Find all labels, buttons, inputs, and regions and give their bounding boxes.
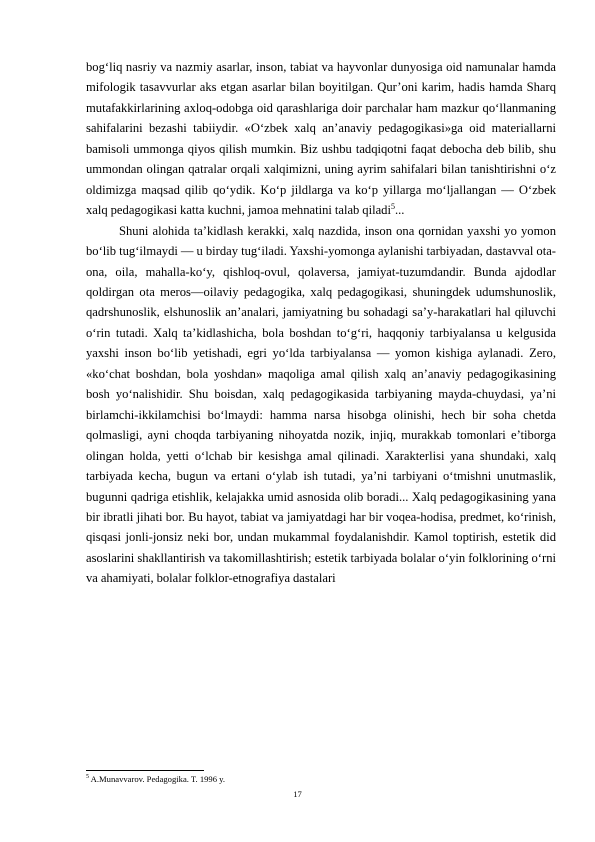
paragraph-1 xyxy=(86,57,556,221)
page-number: 17 xyxy=(293,789,302,799)
paragraph-1-tail: ... xyxy=(394,203,405,218)
paragraph-2: Shuni alohida ta’kidlash kerakki, xalq nazdida, inson ona qornidan yaxshi yo yomon bo‘lib tug‘ilmaydi — u birday tug‘iladi. Yaxshi-yomonga aylanishi tarbiyadan, dastavval ota-ona, oila, mahalla-ko‘y, qishloq-ovul, qolaversa, jamiyat-tuzumdandir. Bunda ajdodlar qoldirgan ota meros—oilaviy pedagogika, xalq pedagogikasi, shuningdek udumshunoslik, qadrshunoslik, elshunoslik an’analari, jamiyatning bu sohadagi sa’y-harakatlari hal qiluvchi o‘rin tutadi. Xalq ta’kidlashicha, bola boshdan to‘g‘ri, haqqoniy tarbiyalansa u kelgusida yaxshi inson bo‘lib yetishadi, egri yo‘lda tarbiyalansa — yomon kishiga aylanadi. Zero, «ko‘chat boshdan, bola yoshdan» maqoliga amal qilish xalq an’anaviy pedagogikasining bosh yo‘nalishidir. Shu boisdan, xalq pedagogikasida tarbiyaning mayda-chuydasi, ya’ni birlamchi-ikkilamchisi bo‘lmaydi: hamma narsa hisobga olinishi, hech bir soha chetda qolmasligi, ayni choqda tarbiyaning nihoyatda nozik, injiq, murakkab tomonlari e’tiborga olingan holda, yetti o‘lchab bir kesishga amal qilinadi. Xarakterlisi yana shundaki, xalq tarbiyada kecha, bugun va ertani o‘ylab ish tutadi, ya’ni tarbiyani o‘tmishni unutmaslik, bugunni qadriga etishlik, kelajakka umid asnosida olib boradi... Xalq pedagogikasining yana bir ibratli jihati bor. Bu hayot, tabiat va jamiyatdagi har bir voqea-hodisa, predmet, ko‘rinish, qisqasi jonli-jonsiz neki bor, undan mukammal foydalanishdir. Kamol toptirish, estetik did asoslarini shakllantirish va takomillashtirish; estetik tarbiyada bolalar o‘yin folklorining o‘rni va ahamiyati, bolalar folklor-etnografiya dastalari xyxy=(86,223,556,586)
footnote-text: A.Munavvarov. Pedagogika. T. 1996 y. xyxy=(89,774,226,784)
paragraph-1-text: bog‘liq nasriy va nazmiy asarlar, inson, tabiat va hayvonlar dunyosiga oid namunalar hamda mifologik tasavvurlar aks etgan asarlar bilan boyitilgan. Qur’oni karim, hadis hamda Sharq mutafakkirlarining axloq-odobga oid qarashlariga doir parchalar ham mazkur qo‘llanmaning sahifalarini bezashi tabiiydir. «O‘zbek xalq an’anaviy pedagogikasi»ga oid materiallarni bamisoli ummonga qiyos qilish mumkin. Biz ushbu tadqiqotni faqat debocha deb bilib, shu ummondan olingan qatralar orqali xalqimizni, uning ayrim sahifalari bilan tanishtirishni o‘z oldimizga maqsad qilib qo‘ydik. Ko‘p jildlarga va ko‘p yillarga mo‘ljallangan — O‘zbek xalq pedagogikasi katta kuchni, jamoa mehnatini talab qiladi xyxy=(86,60,556,218)
document-body xyxy=(86,57,556,589)
footnote xyxy=(86,774,556,785)
footnote-mark: 5 xyxy=(86,774,89,781)
footnote-separator xyxy=(86,770,204,771)
footnote-reference[interactable]: 5 xyxy=(390,201,395,211)
